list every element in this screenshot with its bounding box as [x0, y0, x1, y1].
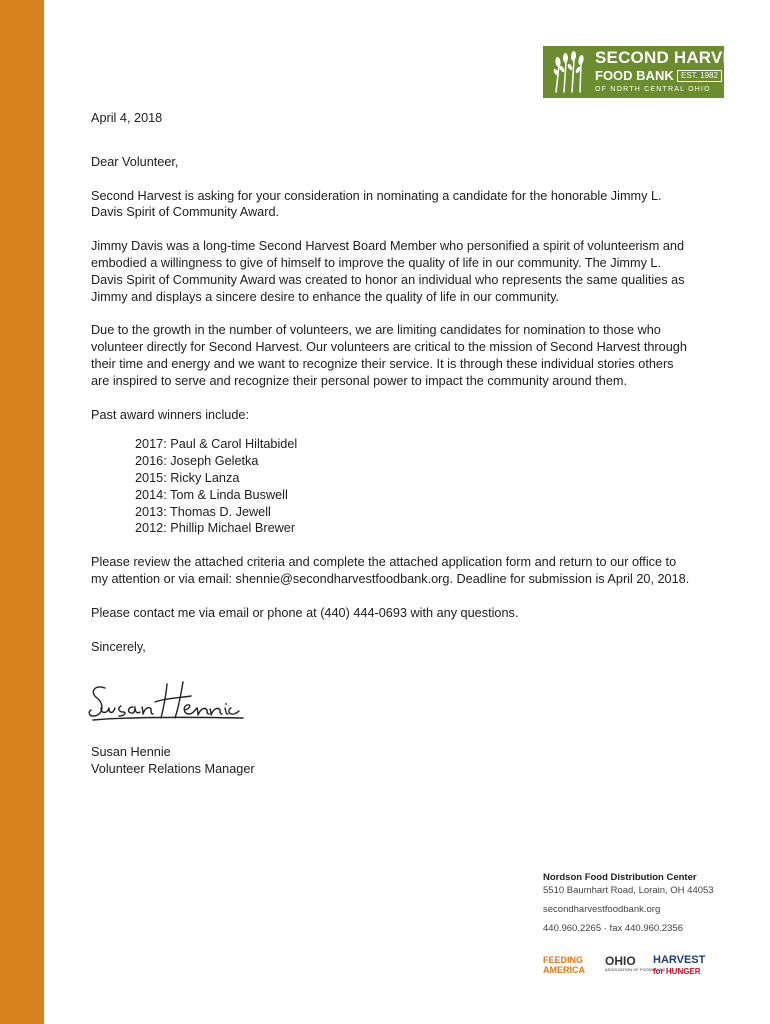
harvest-logo-line-2: for HUNGER — [653, 967, 701, 976]
facility-name: Nordson Food Distribution Center — [543, 872, 697, 883]
side-accent-bar — [0, 0, 44, 1024]
feeding-america-line-2: AMERICA — [543, 965, 585, 975]
past-winners-heading: Past award winners include: — [91, 407, 249, 422]
paragraph-instructions: Please review the attached criteria and complete the attached application form and return to our office to my attention or via email: shennie@secondharvestfoodbank.org. Deadline for submission is April 20, 2018. — [91, 555, 690, 586]
paragraph-intro: Second Harvest is asking for your consideration in nominating a candidate for the honorable Jimmy L. Davis Spirit of Community Award. — [91, 188, 662, 220]
harvest-for-hunger-logo — [653, 955, 705, 977]
logo-est-badge: EST. 1982 — [677, 70, 722, 82]
past-winners-list — [135, 436, 691, 537]
paragraph-about-jimmy: Jimmy Davis was a long-time Second Harvest Board Member who personified a spirit of volunteerism and embodied a willingness to give of himself to improve the quality of life in our community. The Jimmy L. Davis Spirit of Community Award was created to honor an individual who represents the same qualities as Jimmy and displays a sincere desire to enhance the quality of life in our community. — [91, 239, 685, 304]
letter-date: April 4, 2018 — [91, 111, 163, 125]
paragraph-eligibility: Due to the growth in the number of volunteers, we are limiting candidates for nomination to those who volunteer directly for Second Harvest. Our volunteers are critical to the mission of Second Harvest through their time and energy and we want to recognize their service. It is through these individual stories others are inspired to serve and recognize their personal power to impact the community around them. — [91, 323, 687, 388]
ohio-logo-subtext: ASSOCIATION OF FOODBANKS — [605, 967, 665, 972]
feeding-america-logo — [543, 955, 585, 975]
signoff: Sincerely, — [91, 639, 146, 654]
logo-line-1: SECOND HARVEST — [595, 48, 757, 67]
harvest-logo-line-1: HARVEST — [653, 954, 706, 966]
facility-address: 5510 Baumhart Road, Lorain, OH 44053 — [543, 885, 714, 896]
winner-item: 2014: Tom & Linda Buswell — [135, 487, 288, 502]
letter-body — [91, 110, 691, 778]
winner-item: 2013: Thomas D. Jewell — [135, 504, 271, 519]
salutation: Dear Volunteer, — [91, 154, 179, 169]
signature — [87, 672, 691, 734]
signer-name: Susan Hennie — [91, 745, 171, 760]
paragraph-contact: Please contact me via email or phone at (440) 444-0693 with any questions. — [91, 605, 519, 620]
winner-item: 2012: Phillip Michael Brewer — [135, 521, 296, 536]
phone-fax: 440.960.2265 · fax 440.960.2356 — [543, 923, 683, 934]
signer-title: Volunteer Relations Manager — [91, 762, 255, 777]
second-harvest-logo — [543, 46, 757, 98]
handwritten-signature — [87, 672, 247, 734]
footer-address-block — [543, 871, 733, 941]
logo-line-2: FOOD BANK — [595, 68, 674, 83]
wheat-icon — [547, 50, 591, 94]
partner-logos — [543, 955, 728, 977]
winner-item: 2016: Joseph Geletka — [135, 454, 259, 469]
ohio-logo-text: OHIO — [605, 954, 636, 968]
winner-item: 2015: Ricky Lanza — [135, 470, 240, 485]
website-link[interactable]: secondharvestfoodbank.org — [543, 904, 661, 915]
logo-line-3: OF NORTH CENTRAL OHIO — [595, 86, 711, 93]
feeding-america-line-1: FEEDING — [543, 955, 584, 965]
winner-item: 2017: Paul & Carol Hiltabidel — [135, 437, 298, 452]
